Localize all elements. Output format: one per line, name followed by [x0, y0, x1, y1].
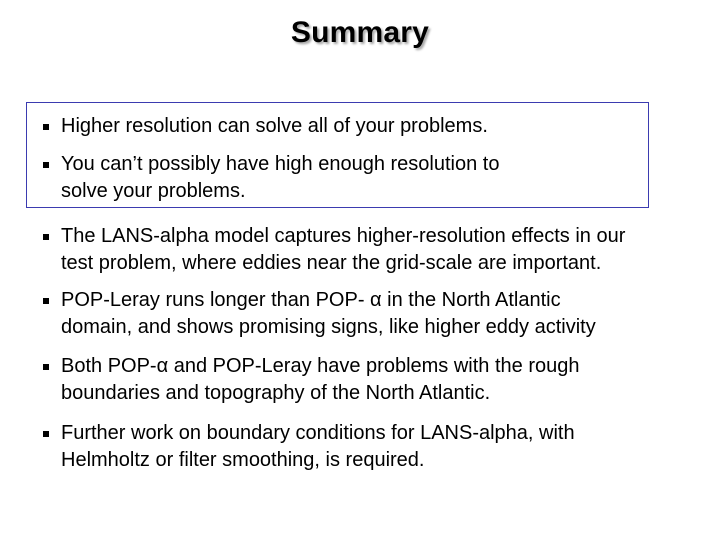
square-bullet-icon	[40, 151, 61, 205]
bullet-text: You can’t possibly have high enough resolution to solve your problems.	[61, 153, 500, 202]
bullet-text: Higher resolution can solve all of your problems.	[61, 115, 488, 137]
bullet-item	[40, 353, 700, 407]
square-bullet-icon	[40, 420, 61, 474]
bullet-text: The LANS-alpha model captures higher-resolution effects in our test problem, where eddies near the grid-scale are important.	[61, 225, 626, 274]
bullet-item	[40, 151, 700, 205]
square-bullet-icon	[40, 113, 61, 140]
square-bullet-icon	[40, 287, 61, 341]
square-bullet-icon	[40, 353, 61, 407]
bullet-text: Both POP-α and POP-Leray have problems with the rough boundaries and topography of the North Atlantic.	[61, 355, 580, 404]
bullet-item	[40, 287, 700, 341]
bullet-item	[40, 223, 700, 277]
bullet-item	[40, 420, 700, 474]
page-title: Summary	[290, 16, 430, 49]
bullet-text: POP-Leray runs longer than POP- α in the North Atlantic domain, and shows promising signs, like higher eddy activity	[61, 289, 596, 338]
bullet-item	[40, 113, 700, 140]
bullet-text: Further work on boundary conditions for LANS-alpha, with Helmholtz or filter smoothing, is required.	[61, 422, 575, 471]
square-bullet-icon	[40, 223, 61, 277]
